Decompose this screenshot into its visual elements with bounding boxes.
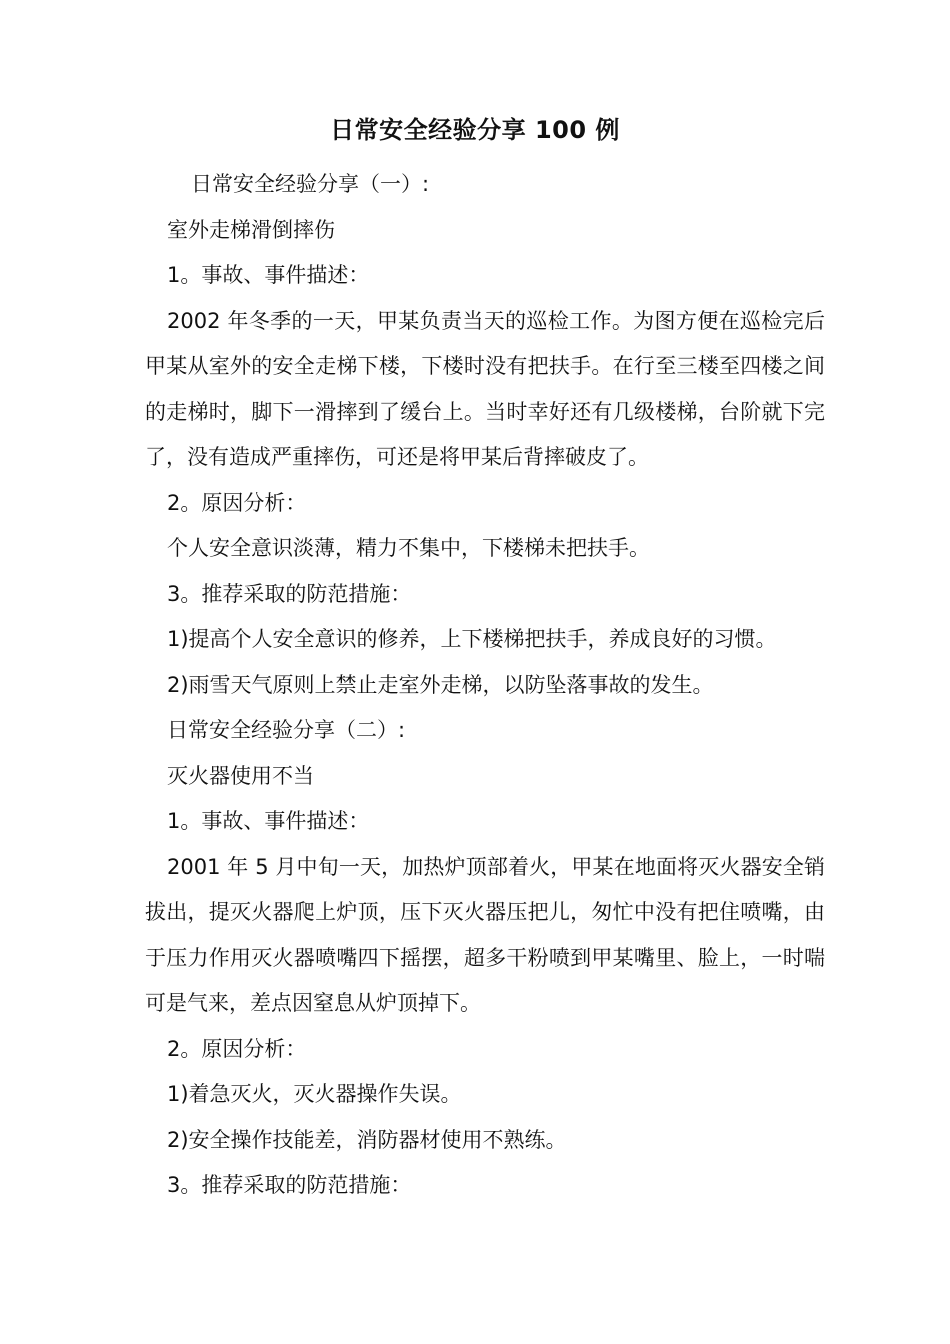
section-two-step1-label: 1。事故、事件描述：: [167, 809, 370, 833]
section-two-cause-1: 1)着急灭火，灭火器操作失误。: [167, 1082, 462, 1106]
section-one-step1-text: 2002 年冬季的一天，甲某负责当天的巡检工作。为图方便在巡检完后甲某从室外的安全走梯下楼，下楼时没有把扶手。在行至三楼至四楼之间的走梯时，脚下一滑摔到了缓台上。当时幸好还有几级楼梯，台阶就下完了，没有造成严重摔伤，可还是将甲某后背摔破皮了。: [145, 308, 825, 469]
section-one-step2-label: 2。原因分析：: [167, 490, 307, 515]
section-two-heading: 日常安全经验分享（二）:: [167, 718, 406, 742]
section-two-cause-2: 2)安全操作技能差，消防器材使用不熟练。: [167, 1127, 567, 1152]
section-two: [145, 708, 825, 1209]
section-two-case-title: 灭火器使用不当: [167, 763, 314, 788]
section-one-step3-label: 3。推荐采取的防范措施：: [167, 581, 412, 606]
section-one-measure-1: 1)提高个人安全意识的修养，上下楼梯把扶手，养成良好的习惯。: [167, 627, 777, 651]
section-one-case-title: 室外走梯滑倒摔伤: [167, 217, 335, 242]
section-one: [145, 162, 825, 708]
section-one-heading: 日常安全经验分享（一）:: [191, 172, 430, 196]
section-two-step1-text: 2001 年 5 月中旬一天，加热炉顶部着火，甲某在地面将灭火器安全销拔出，提灭火器爬上炉顶，压下灭火器压把儿，匆忙中没有把住喷嘴，由于压力作用灭火器喷嘴四下摇摆，超多干粉喷到甲某嘴里、脸上，一时喘可是气来，差点因窒息从炉顶掉下。: [145, 854, 825, 1015]
section-one-measure-2: 2)雨雪天气原则上禁止走室外走梯，以防坠落事故的发生。: [167, 672, 714, 697]
section-one-step1-label: 1。事故、事件描述：: [167, 263, 370, 287]
section-one-step2-text: 个人安全意识淡薄，精力不集中，下楼梯未把扶手。: [167, 536, 650, 560]
section-two-step2-label: 2。原因分析：: [167, 1036, 307, 1061]
section-two-step3-label: 3。推荐采取的防范措施：: [167, 1173, 412, 1197]
document-title: 日常安全经验分享 100 例: [330, 116, 620, 144]
